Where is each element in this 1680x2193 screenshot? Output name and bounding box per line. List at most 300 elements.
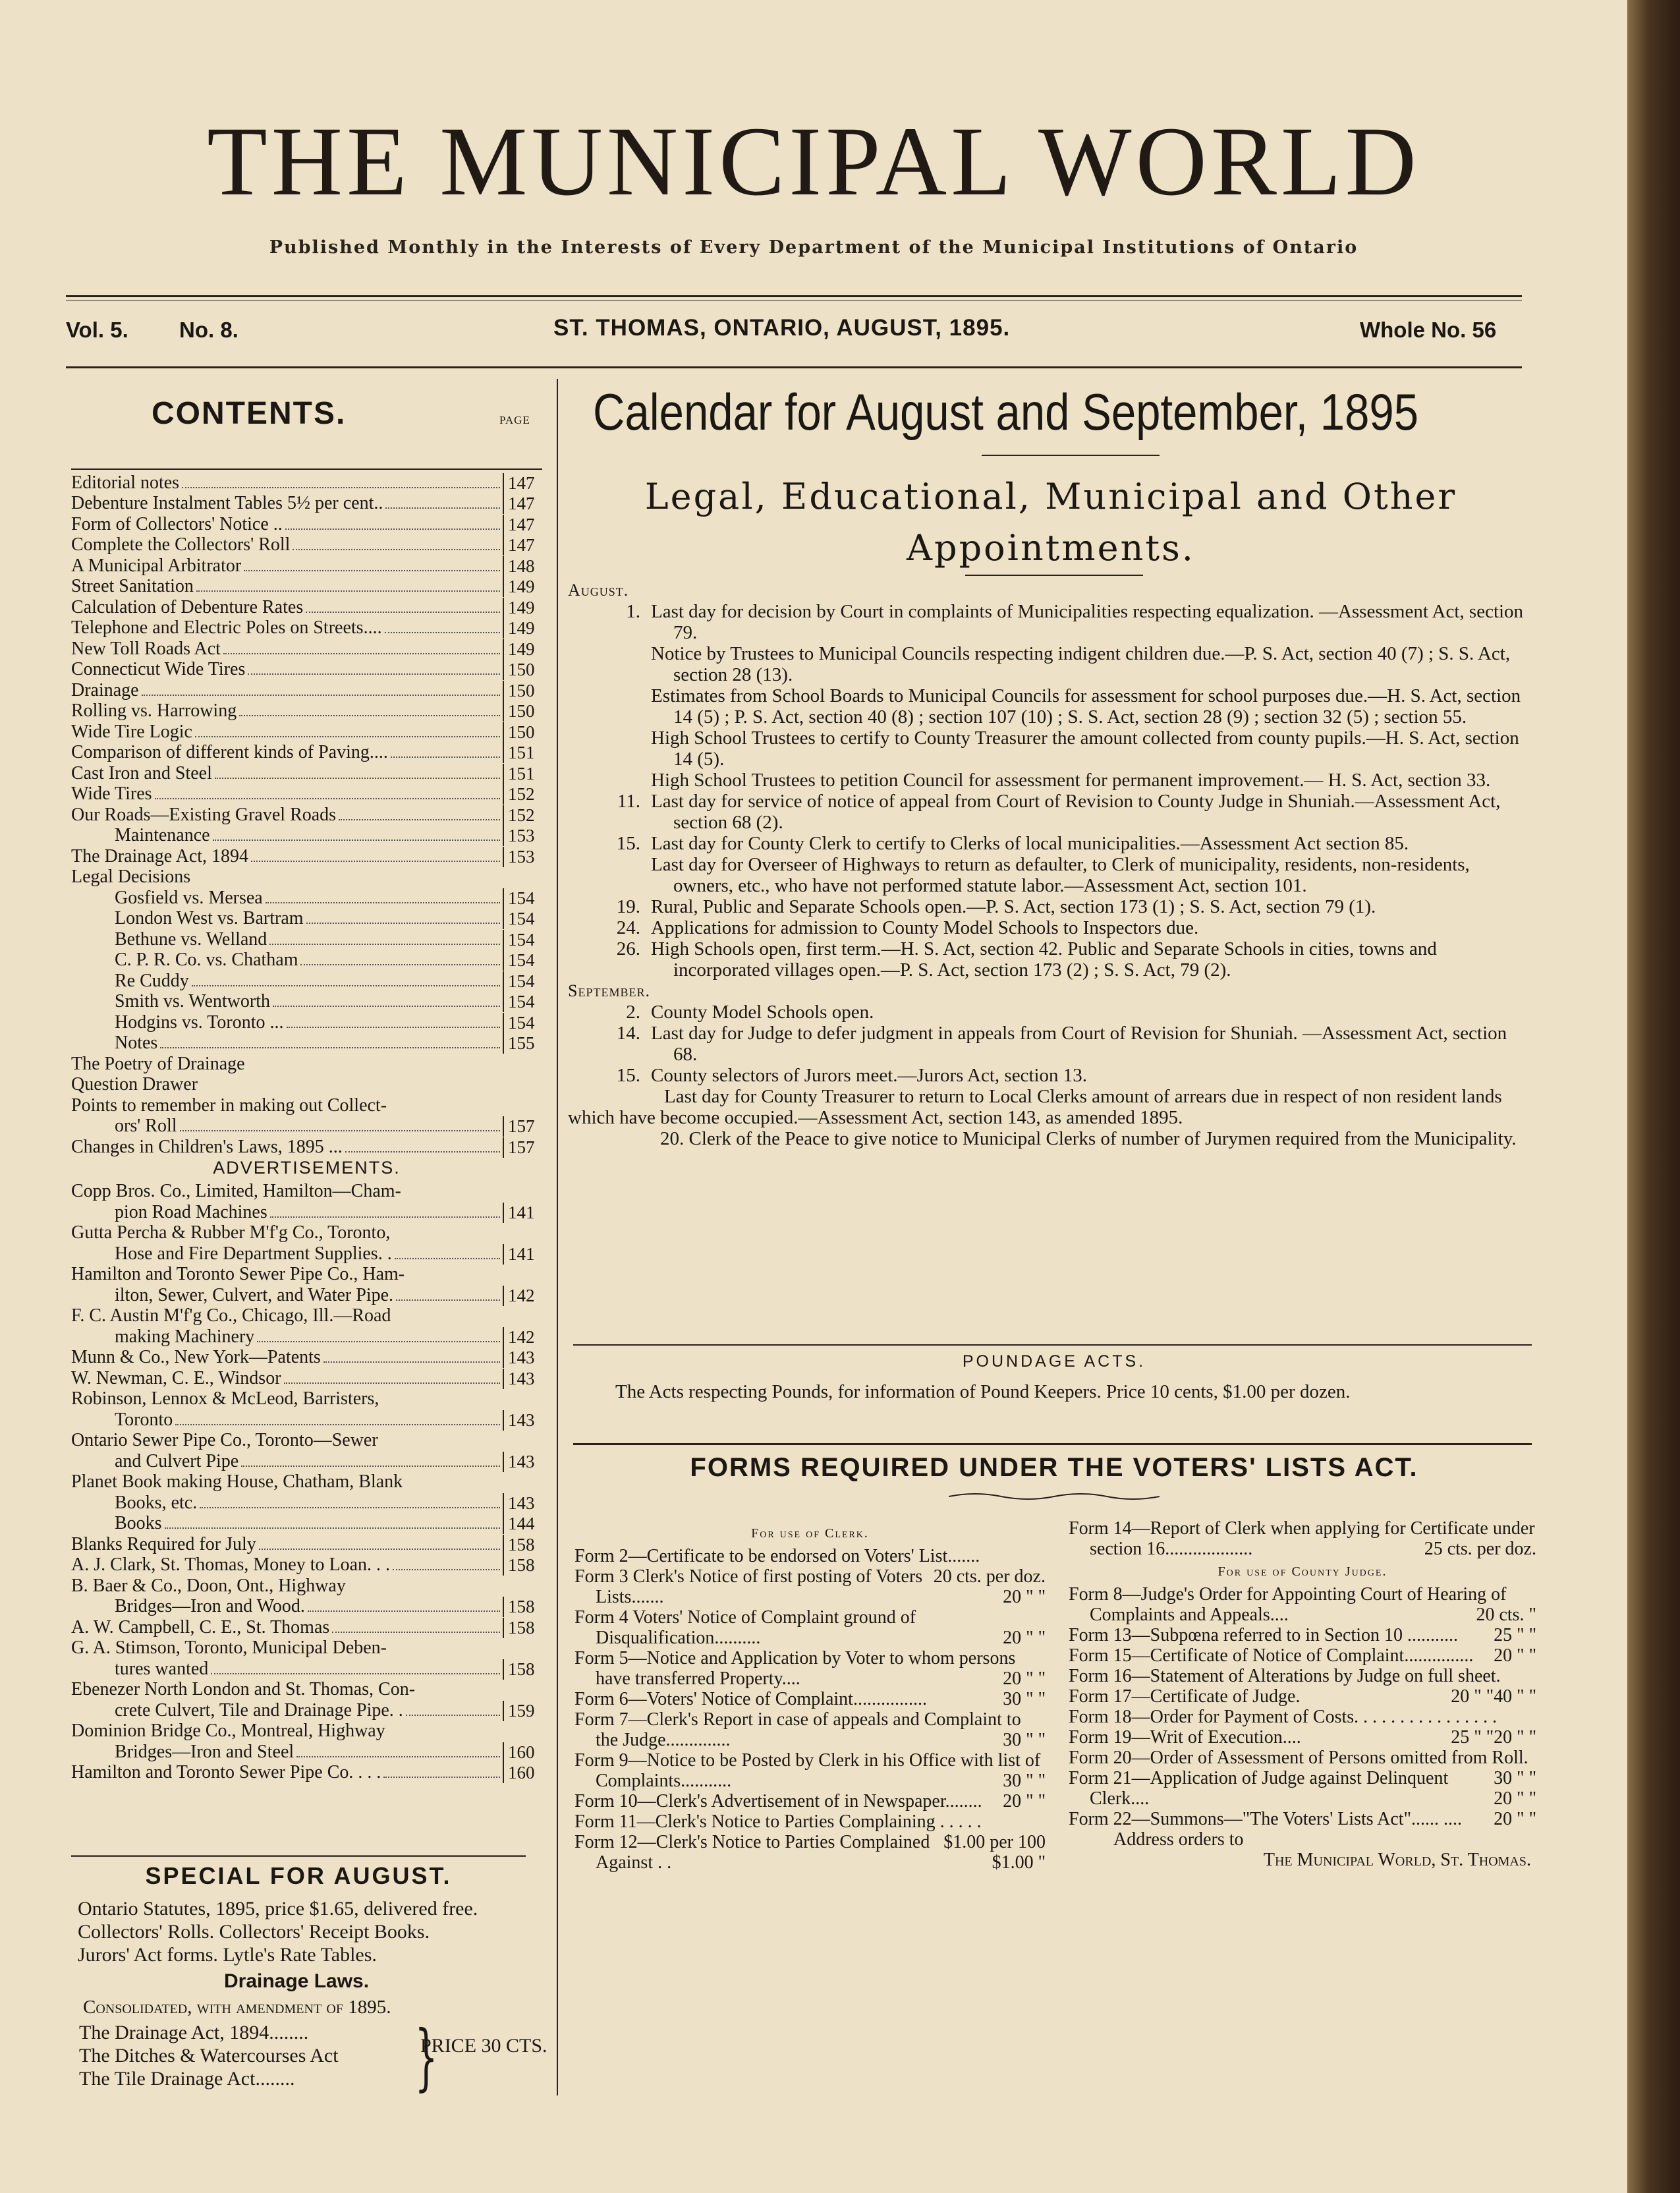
leader-dots [244,570,500,571]
toc-row [71,660,542,681]
section-rule [573,1443,1532,1445]
calendar-entry [568,917,1530,938]
toc-row [71,805,542,826]
toc-row [71,992,542,1013]
calendar-title: Calendar for August and September, 1895 [593,383,1419,441]
leader-dots [196,590,500,592]
form-entry [574,1811,1046,1852]
toc-page-number: 144 [503,1514,542,1534]
toc-row [71,1075,542,1096]
toc-row [71,1243,542,1265]
title-rule [982,455,1160,456]
form-description: Form 12—Clerk's Notice to Parties Complained Against . . [574,1832,930,1873]
poundage-text: The Acts respecting Pounds, for information of Pound Keepers. Price 10 cents, $1.00 per dozen. [615,1381,1351,1402]
toc-row [71,1555,542,1576]
toc-page-number: 155 [503,1033,542,1054]
calendar-entry [568,727,1530,770]
toc-page-number: 158 [503,1659,542,1680]
poundage-title: POUNDAGE ACTS. [962,1352,1146,1371]
forms-title: FORMS REQUIRED UNDER THE VOTERS' LISTS ACT. [690,1453,1418,1482]
leader-dots [323,1361,500,1363]
toc-page-number: 141 [503,1244,542,1265]
toc-entry-label: Maintenance [115,825,210,845]
toc-page-number: 157 [503,1137,542,1158]
leader-dots [165,1527,500,1529]
toc-page-number: 151 [503,764,542,784]
toc-entry-label: Books [115,1513,162,1533]
toc-row [71,1742,542,1763]
toc-entry-label: Telephone and Electric Poles on Streets.... [71,617,382,638]
toc-row [71,1659,542,1680]
leader-dots [180,1130,501,1131]
entry-day: 15. [616,1065,640,1086]
form-price: $1.00 per 100 [943,1832,1046,1852]
form-entry [574,1689,1046,1709]
form-price: 20 " " [1494,1809,1536,1829]
leader-dots [306,923,500,924]
month-label-august: August. [568,581,629,600]
form-entry [1069,1625,1536,1645]
toc-row [71,1534,542,1555]
toc-row [71,618,542,639]
form-entry [1069,1748,1536,1788]
form-description: Form 20—Order of Assessment of Persons omitted from Roll. [1069,1748,1528,1768]
toc-row [71,1326,542,1348]
form-description: Form 8—Judge's Order for Appointing Court of Hearing of Complaints and Appeals.... [1069,1584,1507,1625]
leader-dots [241,1466,500,1467]
leader-dots [257,1341,500,1342]
dateline: ST. THOMAS, ONTARIO, AUGUST, 1895. [553,315,1011,341]
toc-entry-label: Form of Collectors' Notice .. [71,513,283,534]
toc-entry-label: Calculation of Debenture Rates [71,596,304,617]
header-rule-bottom [66,366,1522,368]
toc-page-number: 143 [503,1410,542,1431]
leader-dots [345,1151,500,1153]
toc-entry-label: Robinson, Lennox & McLeod, Barristers, [71,1388,379,1409]
leader-dots [393,1569,500,1570]
toc-page-number: 147 [503,515,542,535]
toc-row [71,1472,542,1493]
toc-row [71,1116,542,1137]
toc-row [71,763,542,784]
form-price: 30 " " [1494,1768,1536,1788]
appointments-title: Legal, Educational, Municipal and Other Appointments. [644,476,1457,569]
form-description: Form 9—Notice to be Posted by Clerk in his Office with list of Complaints........... [574,1750,1041,1791]
binding-edge [1627,0,1680,2193]
form-description: Form 2—Certificate to be endorsed on Voters' List....... [574,1546,980,1566]
leader-dots [406,1715,500,1716]
form-price: 40 " " [1494,1686,1536,1707]
toc-row [71,784,542,805]
form-entry [1069,1584,1536,1625]
toc-entry-label: Planet Book making House, Chatham, Blank [71,1471,403,1492]
entry-text: Last day for County Clerk to certify to Clerks of local municipalities.—Assessment Act section 85. [651,833,1409,854]
leader-dots [175,1424,500,1425]
whole-number: Whole No. 56 [1360,318,1497,342]
toc-row [71,701,542,722]
drainage-price: PRICE 30 CTS. [420,2035,547,2057]
toc-page-number: 152 [503,784,542,805]
toc-page-number: 160 [503,1763,542,1783]
calendar-paragraph: 20. Clerk of the Peace to give notice to Municipal Clerks of number of Jurymen required from the Municipality. [660,1128,1517,1149]
toc-row [71,494,542,515]
toc-entry-label: Ontario Sewer Pipe Co., Toronto—Sewer [71,1430,378,1450]
toc-row [71,597,542,618]
toc-entry-label: Debenture Instalment Tables 5½ per cent.. [71,493,383,513]
toc-entry-label: A. W. Campbell, C. E., St. Thomas [71,1616,330,1638]
toc-row [71,1306,542,1327]
leader-dots [142,695,500,696]
toc-entry-label: Cast Iron and Steel [71,762,212,783]
volume-number: Vol. 5. [66,318,128,342]
entry-day: 11. [617,791,640,812]
toc-row [71,1389,542,1410]
form-description: Form 11—Clerk's Notice to Parties Complaining . . . . . [574,1811,982,1832]
entry-text: County selectors of Jurors meet.—Jurors Act, section 13. [651,1065,1088,1086]
drainage-consolidated: Consolidated, with amendment of 1895. [83,1997,391,2018]
leader-dots [195,736,500,737]
toc-page-number: 143 [503,1369,542,1389]
toc-entry-label: F. C. Austin M'f'g Co., Chicago, Ill.—Road [71,1305,391,1326]
toc-row [71,1700,542,1721]
form-entry [1069,1768,1536,1809]
form-description: Form 3 Clerk's Notice of first posting of Voters Lists....... [574,1566,923,1607]
entry-text: Applications for admission to County Model Schools to Inspectors due. [651,917,1199,938]
form-entry: Form 14—Report of Clerk when applying for Certificate under section 16................... 25 cts. per doz. [1069,1518,1536,1559]
toc-page-number: 158 [503,1618,542,1638]
toc-entry-label: Hose and Fire Department Supplies. . [115,1243,392,1264]
toc-row [71,1410,542,1431]
leader-dots [160,1047,500,1048]
toc-entry-label: London West vs. Bartram [115,908,304,928]
issue-number: No. 8. [179,318,238,342]
form-entry [574,1709,1046,1750]
toc-entry-label: Books, etc. [115,1492,198,1513]
leader-dots [248,673,500,675]
toc-entry-label: C. P. R. Co. vs. Chatham [115,950,298,970]
leader-dots [182,487,500,488]
toc-row [71,743,542,764]
toc-entry-label: ors' Roll [115,1116,177,1136]
toc-entry-label: Street Sanitation [71,576,194,596]
leader-dots [215,778,500,779]
leader-dots [332,1632,500,1633]
toc-page-number: 142 [503,1327,542,1348]
toc-entry-label: Dominion Bridge Co., Montreal, Highway [71,1721,385,1741]
column-divider [557,379,558,2095]
toc-row [71,846,542,867]
toc-entry-label: Hamilton and Toronto Sewer Pipe Co., Ham- [71,1264,405,1284]
leader-dots [306,612,500,613]
toc-page-number: 149 [503,639,542,660]
leader-dots [192,985,500,986]
toc-entry-label: Ebenezer North London and St. Thomas, Con- [71,1679,416,1699]
entry-day [568,643,651,685]
form-price: 30 " " [1003,1689,1046,1709]
toc-page-number: 154 [503,1013,542,1033]
form-entry [1069,1645,1536,1666]
entry-text: Last day for Judge to defer judgment in appeals from Court of Revision for Shuniah. —Assessment Act, section 68. [651,1023,1507,1065]
toc-row [71,950,542,971]
leader-dots [396,1299,500,1301]
form-price: 25 " " [1451,1727,1494,1748]
toc-row [71,1348,542,1369]
brace-ornament: } [414,2014,438,2099]
calendar-entry [568,938,1530,981]
toc-row [71,1680,542,1701]
leader-dots [285,528,500,530]
toc-row [71,1095,542,1116]
toc-entry-label: Changes in Children's Laws, 1895 ... [71,1136,343,1157]
calendar-entry [568,1023,1530,1065]
toc-entry-label: The Poetry of Drainage [71,1053,245,1074]
leader-dots [308,1610,500,1612]
toc-entry-label: Question Drawer [71,1074,198,1095]
form-description: Form 6—Voters' Notice of Complaint................ [574,1689,927,1709]
toc-page-number: 148 [503,556,542,577]
toc-page-number: 153 [503,847,542,867]
toc-page-number: 149 [503,598,542,618]
form-description: Form 22—Summons—"The Voters' Lists Act"...... .... [1069,1809,1463,1829]
toc-entry-label: Gosfield vs. Mersea [115,887,263,908]
contents-title: CONTENTS. [152,396,347,431]
form-price: 20 " " [1451,1686,1494,1707]
toc-row [71,1597,542,1618]
form-price: 20 " " [1003,1791,1046,1811]
form-description: Form 4 Voters' Notice of Complaint ground of Disqualification.......... [574,1607,916,1648]
toc-entry-label: Bethune vs. Welland [115,928,267,950]
entry-day: 24. [616,917,640,938]
toc-row [71,1576,542,1597]
toc-entry-label: G. A. Stimson, Toronto, Municipal Deben- [71,1638,387,1658]
toc-page-number: 158 [503,1597,542,1617]
toc-page-number: 151 [503,743,542,763]
toc-entry-label: Bridges—Iron and Steel [115,1741,294,1762]
entry-day [568,854,651,896]
toc-page-number: 154 [503,888,542,909]
september-list [568,1002,1530,1086]
toc-row [71,909,542,930]
entry-text: Last day for decision by Court in complaints of Municipalities respecting equalization. —Assessment Act, section 79. [651,601,1524,643]
entry-day: 26. [616,938,640,959]
toc-entry-label: New Toll Roads Act [71,638,221,659]
form-price: 20 " " [1494,1788,1536,1809]
form-description: Form 15—Certificate of Notice of Complaint............... [1069,1645,1474,1666]
flourish-icon [949,1491,1160,1502]
special-line: Jurors' Act forms. Lytle's Rate Tables. [78,1944,377,1966]
toc-page-number: 158 [503,1555,542,1576]
leader-dots [211,1673,500,1674]
toc-row [71,722,542,743]
calendar-entry [568,643,1530,685]
toc-row [71,929,542,950]
form-price: 25 " " [1494,1625,1536,1645]
special-line: Ontario Statutes, 1895, price $1.65, delivered free. [78,1898,478,1920]
leader-dots [296,1756,500,1757]
toc-page-number: 150 [503,660,542,680]
toc-entry-label: Wide Tires [71,783,152,804]
table-of-contents [71,468,542,1783]
clerk-forms-heading: For use of Clerk. [751,1526,869,1541]
leader-dots [270,1216,500,1218]
leader-dots [266,902,500,903]
entry-text: Rural, Public and Separate Schools open.—P. S. Act, section 173 (1) ; S. S. Act, section 79 (1). [651,896,1376,917]
form-price: 25 cts. per doz. [1424,1539,1536,1559]
special-line: Collectors' Rolls. Collectors' Receipt Books. [78,1921,430,1943]
leader-dots [385,632,500,633]
august-list [568,601,1530,981]
toc-row [71,1285,542,1306]
toc-entry-label: Wide Tire Logic [71,721,192,742]
toc-row [71,1493,542,1514]
toc-entry-label: Hodgins vs. Toronto ... [115,1011,284,1033]
form-price: 20 cts. " [1476,1605,1536,1625]
header-rule-top [66,295,1522,297]
toc-entry-label: Drainage [71,679,139,700]
toc-entry-label: Copp Bros. Co., Limited, Hamilton—Cham- [71,1181,401,1201]
entry-day [568,685,651,727]
toc-entry-label: The Drainage Act, 1894 [71,845,249,867]
toc-row [71,1012,542,1033]
toc-page-number: 149 [503,577,542,597]
leader-dots [391,756,500,758]
toc-entry-label: Editorial notes [71,472,180,493]
toc-entry-label: Points to remember in making out Collect- [71,1095,387,1116]
form-price: 20 " " [1003,1628,1046,1648]
form-price: 20 " " [1003,1587,1046,1607]
form-price: 30 " " [1003,1730,1046,1750]
form-price: 20 cts. per doz. [933,1566,1046,1587]
advertisements-heading: ADVERTISEMENTS. [213,1157,401,1178]
toc-page-number: 143 [503,1348,542,1368]
judge-forms-column [1069,1518,1536,1870]
entry-text: County Model Schools open. [651,1002,874,1023]
calendar-entry [568,896,1530,917]
toc-row [71,1265,542,1286]
toc-page-number: 142 [503,1286,542,1306]
form-entry [1069,1809,1536,1829]
leader-dots [287,1027,500,1028]
toc-page-number: 154 [503,971,542,992]
form-description: Form 19—Writ of Execution.... [1069,1727,1301,1748]
toc-page-number: 154 [503,950,542,971]
form-description: Form 17—Certificate of Judge. [1069,1686,1301,1707]
toc-row [71,1763,542,1784]
toc-page-number: 143 [503,1493,542,1514]
toc-page-number: 147 [503,535,542,555]
toc-page-number: 154 [503,909,542,929]
toc-row [71,1514,542,1535]
drainage-act-item: The Tile Drainage Act........ [79,2068,295,2090]
toc-entry-label: Munn & Co., New York—Patents [71,1347,321,1367]
toc-row [71,555,542,577]
toc-page-number: 152 [503,805,542,826]
leader-dots [385,507,500,509]
form-description: Form 7—Clerk's Report in case of appeals and Complaint to the Judge.............. [574,1709,1021,1750]
entry-day [568,727,651,770]
toc-page-number: 154 [503,992,542,1012]
leader-dots [273,1006,500,1007]
entry-text: Estimates from School Boards to Municipal Councils for assessment for school purposes due.—H. S. Act, section 14 (5) ; P. S. Act, section 40 (8) ; section 107 (10) ; S. S. Act, section 28 (9) ; section 32 (5) ; section 55. [651,685,1521,727]
toc-row [71,680,542,701]
calendar-entry [568,1065,1530,1086]
calendar-entry [568,1002,1530,1023]
form-description: Form 16—Statement of Alterations by Judge on full sheet. [1069,1666,1501,1686]
entry-day: 1. [626,601,640,622]
form-entry [1069,1686,1536,1707]
toc-row [71,1431,542,1452]
form-description: Form 21—Application of Judge against Delinquent Clerk.... [1069,1768,1449,1809]
leader-dots [269,944,500,945]
form-entry [574,1750,1046,1791]
toc-entry-label: A. J. Clark, St. Thomas, Money to Loan. . . [71,1554,391,1575]
toc-row [71,888,542,909]
toc-entry-label: tures wanted [115,1658,209,1679]
toc-entry-label: Comparison of different kinds of Paving.... [71,742,388,762]
toc-entry-label: ilton, Sewer, Culvert, and Water Pipe. [115,1284,394,1305]
toc-row [71,1451,542,1472]
toc-row [71,1617,542,1638]
form-entry [574,1648,1046,1689]
page-column-label: PAGE [499,414,530,426]
masthead: THE MUNICIPAL WORLD [207,107,1420,216]
judge-forms-heading: For use of County Judge. [1218,1564,1387,1579]
clerk-forms-list [574,1546,1046,1873]
toc-entry-label: Legal Decisions [71,867,191,887]
toc-entry-label: Complete the Collectors' Roll [71,534,291,555]
calendar-entry [568,791,1530,833]
calendar-entries [568,580,1530,1149]
clerk-forms-column [574,1524,1046,1873]
toc-page-number: 158 [503,1535,542,1555]
toc-page-number: 147 [503,494,542,514]
toc-entry-label: Toronto [115,1409,173,1430]
toc-page-number: 149 [503,618,542,639]
drainage-laws-title: Drainage Laws. [224,1970,370,1992]
entry-text: Notice by Trustees to Municipal Councils respecting indigent children due.—P. S. Act, section 40 (7) ; S. S. Act, section 28 (13). [651,643,1511,685]
leader-dots [339,819,500,820]
toc-row [71,971,542,992]
toc-page-number: 150 [503,722,542,743]
toc-row [71,514,542,535]
address-line: Address orders to [1113,1829,1244,1850]
leader-dots [284,1382,500,1384]
toc-row [71,1638,542,1659]
leader-dots [223,653,500,654]
entry-text: Last day for Overseer of Highways to return as defaulter, to Clerk of municipality, residents, non-residents, owners, etc., who have not performed statute labor.—Assessment Act, section 101. [651,854,1470,896]
form-price: 20 " " [1494,1727,1536,1748]
toc-page-number: 141 [503,1203,542,1223]
form-description: Form 5—Notice and Application by Voter to whom persons have transferred Property.... [574,1648,1016,1689]
toc-row [71,472,542,494]
leader-dots [155,798,500,799]
toc-page-number: 157 [503,1116,542,1137]
entry-text: High School Trustees to certify to County Treasurer the amount collected from county pupils.—H. S. Act, section 14 (5). [651,727,1519,770]
toc-entry-label: Hamilton and Toronto Sewer Pipe Co. . . . [71,1762,381,1782]
toc-entry-label: crete Culvert, Tile and Drainage Pipe. . [115,1699,403,1721]
leader-dots [293,549,500,550]
toc-page-number: 150 [503,681,542,701]
leader-dots [259,1549,500,1550]
leader-dots [239,715,500,716]
toc-entry-label: Rolling vs. Harrowing [71,700,237,721]
toc-row [71,826,542,847]
form-price: 30 " " [1003,1771,1046,1791]
toc-entry-label: Notes [115,1033,158,1053]
tagline: Published Monthly in the Interests of Every Department of the Municipal Institutions of Ontario [269,237,1358,258]
drainage-act-item: The Ditches & Watercourses Act [79,2045,339,2066]
toc-page-number: 159 [503,1701,542,1721]
